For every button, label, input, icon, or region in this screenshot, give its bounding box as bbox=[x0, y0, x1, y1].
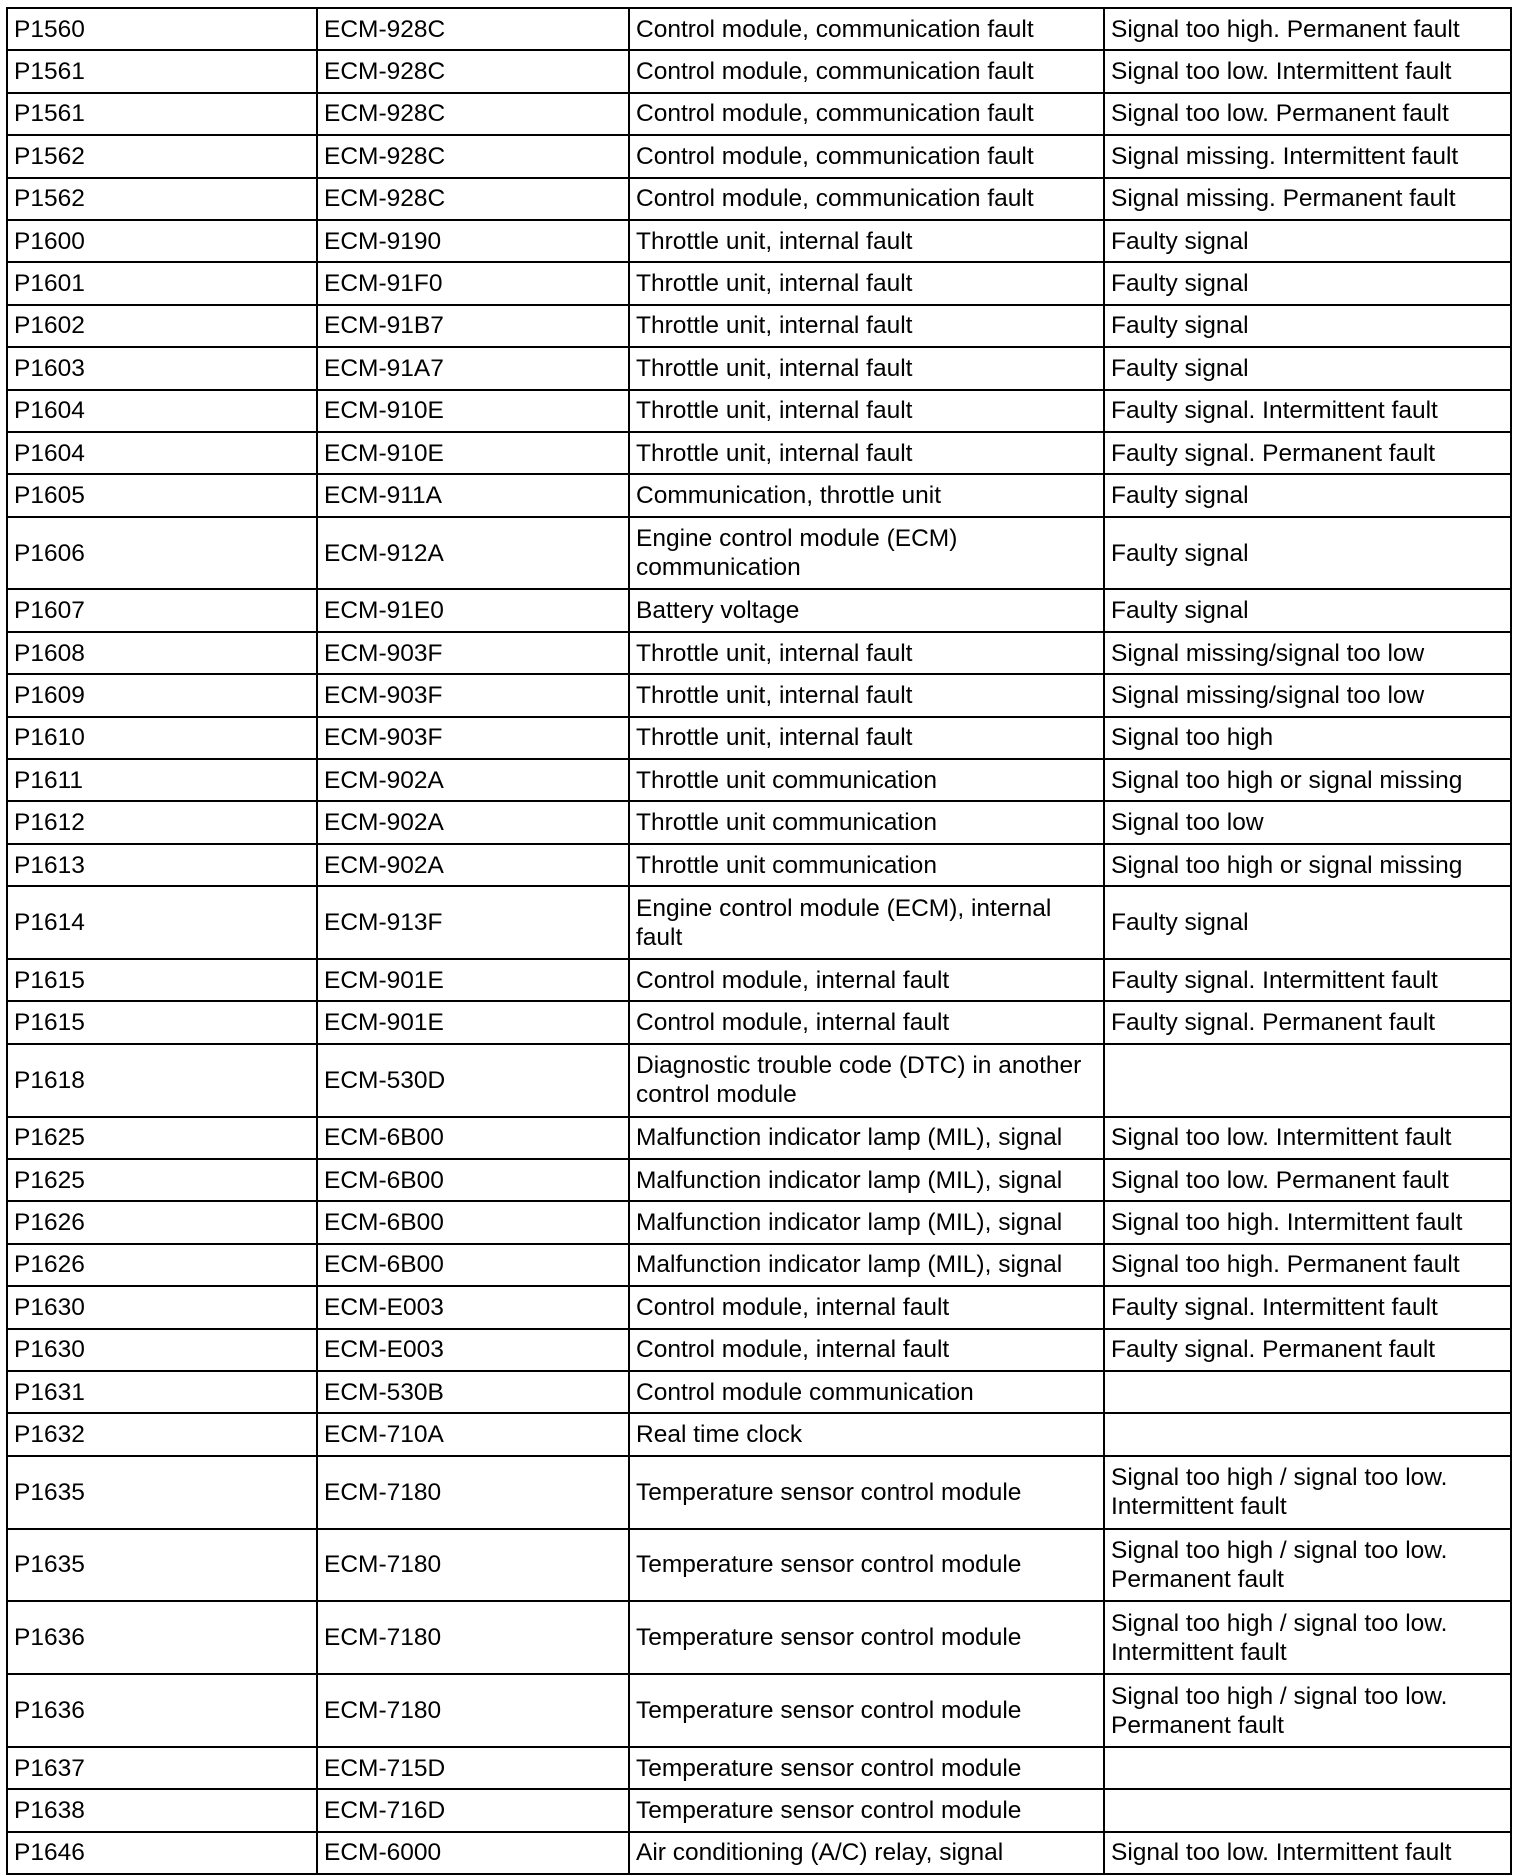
table-row bbox=[7, 844, 1511, 886]
ecm-id-cell: ECM-901E bbox=[317, 1001, 629, 1043]
fault-type-cell: Faulty signal. Permanent fault bbox=[1104, 432, 1511, 474]
dtc-code-cell: P1607 bbox=[7, 589, 317, 631]
component-cell: Temperature sensor control module bbox=[629, 1674, 1104, 1747]
ecm-id-cell: ECM-902A bbox=[317, 801, 629, 843]
dtc-code-cell: P1615 bbox=[7, 1001, 317, 1043]
table-row bbox=[7, 220, 1511, 262]
component-cell: Battery voltage bbox=[629, 589, 1104, 631]
component-cell: Real time clock bbox=[629, 1413, 1104, 1455]
ecm-id-cell: ECM-7180 bbox=[317, 1601, 629, 1674]
component-cell: Control module, internal fault bbox=[629, 1286, 1104, 1328]
component-cell: Malfunction indicator lamp (MIL), signal bbox=[629, 1201, 1104, 1243]
table-row bbox=[7, 589, 1511, 631]
ecm-id-cell: ECM-7180 bbox=[317, 1456, 629, 1529]
table-row bbox=[7, 1044, 1511, 1117]
ecm-id-cell: ECM-928C bbox=[317, 93, 629, 135]
dtc-code-cell: P1630 bbox=[7, 1286, 317, 1328]
component-cell: Throttle unit, internal fault bbox=[629, 390, 1104, 432]
dtc-code-cell: P1613 bbox=[7, 844, 317, 886]
fault-type-cell: Signal too high / signal too low. Permanent fault bbox=[1104, 1529, 1511, 1602]
ecm-id-cell: ECM-928C bbox=[317, 50, 629, 92]
fault-type-cell: Signal too high / signal too low. Intermittent fault bbox=[1104, 1456, 1511, 1529]
table-row bbox=[7, 432, 1511, 474]
fault-type-cell: Signal missing/signal too low bbox=[1104, 632, 1511, 674]
fault-type-cell: Signal missing/signal too low bbox=[1104, 674, 1511, 716]
table-row bbox=[7, 93, 1511, 135]
component-cell: Control module, communication fault bbox=[629, 50, 1104, 92]
dtc-code-cell: P1635 bbox=[7, 1456, 317, 1529]
component-cell: Control module communication bbox=[629, 1371, 1104, 1413]
table-row bbox=[7, 886, 1511, 959]
dtc-table bbox=[6, 7, 1512, 1875]
table-row bbox=[7, 1286, 1511, 1328]
component-cell: Throttle unit communication bbox=[629, 801, 1104, 843]
component-cell: Temperature sensor control module bbox=[629, 1747, 1104, 1789]
ecm-id-cell: ECM-91E0 bbox=[317, 589, 629, 631]
table-row bbox=[7, 1244, 1511, 1286]
ecm-id-cell: ECM-7180 bbox=[317, 1674, 629, 1747]
dtc-code-cell: P1602 bbox=[7, 305, 317, 347]
fault-type-cell: Signal too high or signal missing bbox=[1104, 844, 1511, 886]
table-row bbox=[7, 8, 1511, 50]
table-row bbox=[7, 1601, 1511, 1674]
dtc-code-cell: P1600 bbox=[7, 220, 317, 262]
component-cell: Throttle unit, internal fault bbox=[629, 632, 1104, 674]
fault-type-cell: Signal too low. Permanent fault bbox=[1104, 93, 1511, 135]
component-cell: Control module, communication fault bbox=[629, 8, 1104, 50]
component-cell: Control module, internal fault bbox=[629, 959, 1104, 1001]
ecm-id-cell: ECM-903F bbox=[317, 717, 629, 759]
dtc-code-cell: P1610 bbox=[7, 717, 317, 759]
dtc-code-cell: P1626 bbox=[7, 1201, 317, 1243]
fault-type-cell: Faulty signal bbox=[1104, 347, 1511, 389]
dtc-code-cell: P1626 bbox=[7, 1244, 317, 1286]
component-cell: Throttle unit communication bbox=[629, 759, 1104, 801]
fault-type-cell bbox=[1104, 1413, 1511, 1455]
dtc-code-cell: P1562 bbox=[7, 135, 317, 177]
dtc-code-cell: P1630 bbox=[7, 1329, 317, 1371]
table-row bbox=[7, 1529, 1511, 1602]
component-cell: Throttle unit, internal fault bbox=[629, 674, 1104, 716]
fault-type-cell: Signal too low. Intermittent fault bbox=[1104, 1117, 1511, 1159]
ecm-id-cell: ECM-6B00 bbox=[317, 1244, 629, 1286]
component-cell: Control module, internal fault bbox=[629, 1329, 1104, 1371]
dtc-code-cell: P1636 bbox=[7, 1674, 317, 1747]
table-row bbox=[7, 1832, 1511, 1874]
fault-type-cell: Faulty signal. Permanent fault bbox=[1104, 1329, 1511, 1371]
ecm-id-cell: ECM-716D bbox=[317, 1789, 629, 1831]
table-row bbox=[7, 759, 1511, 801]
dtc-table-body bbox=[7, 8, 1511, 1874]
component-cell: Malfunction indicator lamp (MIL), signal bbox=[629, 1117, 1104, 1159]
ecm-id-cell: ECM-902A bbox=[317, 844, 629, 886]
component-cell: Engine control module (ECM), internal fault bbox=[629, 886, 1104, 959]
fault-type-cell: Signal missing. Permanent fault bbox=[1104, 178, 1511, 220]
ecm-id-cell: ECM-6000 bbox=[317, 1832, 629, 1874]
ecm-id-cell: ECM-911A bbox=[317, 474, 629, 516]
table-row bbox=[7, 474, 1511, 516]
fault-type-cell: Faulty signal. Intermittent fault bbox=[1104, 959, 1511, 1001]
table-row bbox=[7, 1159, 1511, 1201]
table-row bbox=[7, 1201, 1511, 1243]
dtc-code-cell: P1603 bbox=[7, 347, 317, 389]
fault-type-cell: Faulty signal bbox=[1104, 886, 1511, 959]
component-cell: Control module, communication fault bbox=[629, 93, 1104, 135]
fault-type-cell: Signal too low. Intermittent fault bbox=[1104, 1832, 1511, 1874]
component-cell: Control module, communication fault bbox=[629, 135, 1104, 177]
component-cell: Temperature sensor control module bbox=[629, 1789, 1104, 1831]
table-row bbox=[7, 1747, 1511, 1789]
dtc-code-cell: P1646 bbox=[7, 1832, 317, 1874]
ecm-id-cell: ECM-7180 bbox=[317, 1529, 629, 1602]
dtc-code-cell: P1611 bbox=[7, 759, 317, 801]
fault-type-cell: Signal too low bbox=[1104, 801, 1511, 843]
table-row bbox=[7, 178, 1511, 220]
dtc-code-cell: P1614 bbox=[7, 886, 317, 959]
dtc-code-cell: P1637 bbox=[7, 1747, 317, 1789]
dtc-code-cell: P1615 bbox=[7, 959, 317, 1001]
dtc-code-cell: P1638 bbox=[7, 1789, 317, 1831]
component-cell: Air conditioning (A/C) relay, signal bbox=[629, 1832, 1104, 1874]
table-row bbox=[7, 262, 1511, 304]
fault-type-cell: Faulty signal bbox=[1104, 517, 1511, 590]
table-row bbox=[7, 517, 1511, 590]
fault-type-cell: Faulty signal bbox=[1104, 220, 1511, 262]
fault-type-cell: Signal too high. Permanent fault bbox=[1104, 8, 1511, 50]
fault-type-cell: Signal too high. Permanent fault bbox=[1104, 1244, 1511, 1286]
table-row bbox=[7, 1456, 1511, 1529]
table-row bbox=[7, 717, 1511, 759]
dtc-code-cell: P1605 bbox=[7, 474, 317, 516]
dtc-code-cell: P1618 bbox=[7, 1044, 317, 1117]
table-row bbox=[7, 135, 1511, 177]
table-row bbox=[7, 632, 1511, 674]
ecm-id-cell: ECM-903F bbox=[317, 632, 629, 674]
component-cell: Throttle unit communication bbox=[629, 844, 1104, 886]
fault-type-cell: Signal too high bbox=[1104, 717, 1511, 759]
fault-type-cell: Faulty signal bbox=[1104, 589, 1511, 631]
component-cell: Control module, internal fault bbox=[629, 1001, 1104, 1043]
ecm-id-cell: ECM-910E bbox=[317, 390, 629, 432]
ecm-id-cell: ECM-903F bbox=[317, 674, 629, 716]
component-cell: Control module, communication fault bbox=[629, 178, 1104, 220]
fault-type-cell bbox=[1104, 1789, 1511, 1831]
fault-type-cell: Faulty signal bbox=[1104, 262, 1511, 304]
dtc-code-cell: P1604 bbox=[7, 432, 317, 474]
ecm-id-cell: ECM-928C bbox=[317, 8, 629, 50]
dtc-code-cell: P1636 bbox=[7, 1601, 317, 1674]
table-row bbox=[7, 674, 1511, 716]
fault-type-cell bbox=[1104, 1747, 1511, 1789]
component-cell: Malfunction indicator lamp (MIL), signal bbox=[629, 1159, 1104, 1201]
ecm-id-cell: ECM-E003 bbox=[317, 1286, 629, 1328]
component-cell: Temperature sensor control module bbox=[629, 1456, 1104, 1529]
ecm-id-cell: ECM-6B00 bbox=[317, 1117, 629, 1159]
fault-type-cell: Faulty signal. Permanent fault bbox=[1104, 1001, 1511, 1043]
dtc-code-cell: P1635 bbox=[7, 1529, 317, 1602]
component-cell: Throttle unit, internal fault bbox=[629, 432, 1104, 474]
dtc-code-cell: P1560 bbox=[7, 8, 317, 50]
table-row bbox=[7, 305, 1511, 347]
table-row bbox=[7, 959, 1511, 1001]
component-cell: Throttle unit, internal fault bbox=[629, 262, 1104, 304]
ecm-id-cell: ECM-6B00 bbox=[317, 1159, 629, 1201]
component-cell: Communication, throttle unit bbox=[629, 474, 1104, 516]
fault-type-cell: Faulty signal. Intermittent fault bbox=[1104, 390, 1511, 432]
fault-type-cell: Signal too high / signal too low. Intermittent fault bbox=[1104, 1601, 1511, 1674]
fault-type-cell bbox=[1104, 1044, 1511, 1117]
ecm-id-cell: ECM-91A7 bbox=[317, 347, 629, 389]
ecm-id-cell: ECM-715D bbox=[317, 1747, 629, 1789]
dtc-code-cell: P1562 bbox=[7, 178, 317, 220]
table-row bbox=[7, 347, 1511, 389]
ecm-id-cell: ECM-710A bbox=[317, 1413, 629, 1455]
fault-type-cell: Signal too high or signal missing bbox=[1104, 759, 1511, 801]
fault-type-cell: Signal missing. Intermittent fault bbox=[1104, 135, 1511, 177]
dtc-code-cell: P1604 bbox=[7, 390, 317, 432]
dtc-code-cell: P1608 bbox=[7, 632, 317, 674]
dtc-code-cell: P1625 bbox=[7, 1159, 317, 1201]
component-cell: Temperature sensor control module bbox=[629, 1529, 1104, 1602]
fault-type-cell bbox=[1104, 1371, 1511, 1413]
ecm-id-cell: ECM-9190 bbox=[317, 220, 629, 262]
component-cell: Throttle unit, internal fault bbox=[629, 347, 1104, 389]
fault-type-cell: Faulty signal. Intermittent fault bbox=[1104, 1286, 1511, 1328]
table-row bbox=[7, 1674, 1511, 1747]
dtc-code-cell: P1631 bbox=[7, 1371, 317, 1413]
table-row bbox=[7, 50, 1511, 92]
table-row bbox=[7, 1413, 1511, 1455]
component-cell: Throttle unit, internal fault bbox=[629, 717, 1104, 759]
ecm-id-cell: ECM-913F bbox=[317, 886, 629, 959]
ecm-id-cell: ECM-530B bbox=[317, 1371, 629, 1413]
ecm-id-cell: ECM-530D bbox=[317, 1044, 629, 1117]
ecm-id-cell: ECM-928C bbox=[317, 135, 629, 177]
fault-type-cell: Faulty signal bbox=[1104, 474, 1511, 516]
ecm-id-cell: ECM-91B7 bbox=[317, 305, 629, 347]
table-row bbox=[7, 1117, 1511, 1159]
ecm-id-cell: ECM-901E bbox=[317, 959, 629, 1001]
table-row bbox=[7, 1789, 1511, 1831]
ecm-id-cell: ECM-910E bbox=[317, 432, 629, 474]
component-cell: Throttle unit, internal fault bbox=[629, 305, 1104, 347]
table-row bbox=[7, 1371, 1511, 1413]
dtc-code-cell: P1632 bbox=[7, 1413, 317, 1455]
dtc-code-cell: P1625 bbox=[7, 1117, 317, 1159]
fault-type-cell: Signal too high / signal too low. Permanent fault bbox=[1104, 1674, 1511, 1747]
ecm-id-cell: ECM-91F0 bbox=[317, 262, 629, 304]
table-row bbox=[7, 390, 1511, 432]
dtc-code-cell: P1609 bbox=[7, 674, 317, 716]
component-cell: Diagnostic trouble code (DTC) in another control module bbox=[629, 1044, 1104, 1117]
dtc-code-cell: P1601 bbox=[7, 262, 317, 304]
table-row bbox=[7, 1001, 1511, 1043]
fault-type-cell: Faulty signal bbox=[1104, 305, 1511, 347]
dtc-code-cell: P1612 bbox=[7, 801, 317, 843]
component-cell: Engine control module (ECM) communication bbox=[629, 517, 1104, 590]
component-cell: Throttle unit, internal fault bbox=[629, 220, 1104, 262]
ecm-id-cell: ECM-912A bbox=[317, 517, 629, 590]
dtc-code-cell: P1606 bbox=[7, 517, 317, 590]
component-cell: Malfunction indicator lamp (MIL), signal bbox=[629, 1244, 1104, 1286]
ecm-id-cell: ECM-6B00 bbox=[317, 1201, 629, 1243]
table-row bbox=[7, 1329, 1511, 1371]
ecm-id-cell: ECM-928C bbox=[317, 178, 629, 220]
dtc-code-cell: P1561 bbox=[7, 93, 317, 135]
fault-type-cell: Signal too low. Permanent fault bbox=[1104, 1159, 1511, 1201]
fault-type-cell: Signal too low. Intermittent fault bbox=[1104, 50, 1511, 92]
ecm-id-cell: ECM-E003 bbox=[317, 1329, 629, 1371]
component-cell: Temperature sensor control module bbox=[629, 1601, 1104, 1674]
ecm-id-cell: ECM-902A bbox=[317, 759, 629, 801]
table-row bbox=[7, 801, 1511, 843]
dtc-code-cell: P1561 bbox=[7, 50, 317, 92]
fault-type-cell: Signal too high. Intermittent fault bbox=[1104, 1201, 1511, 1243]
